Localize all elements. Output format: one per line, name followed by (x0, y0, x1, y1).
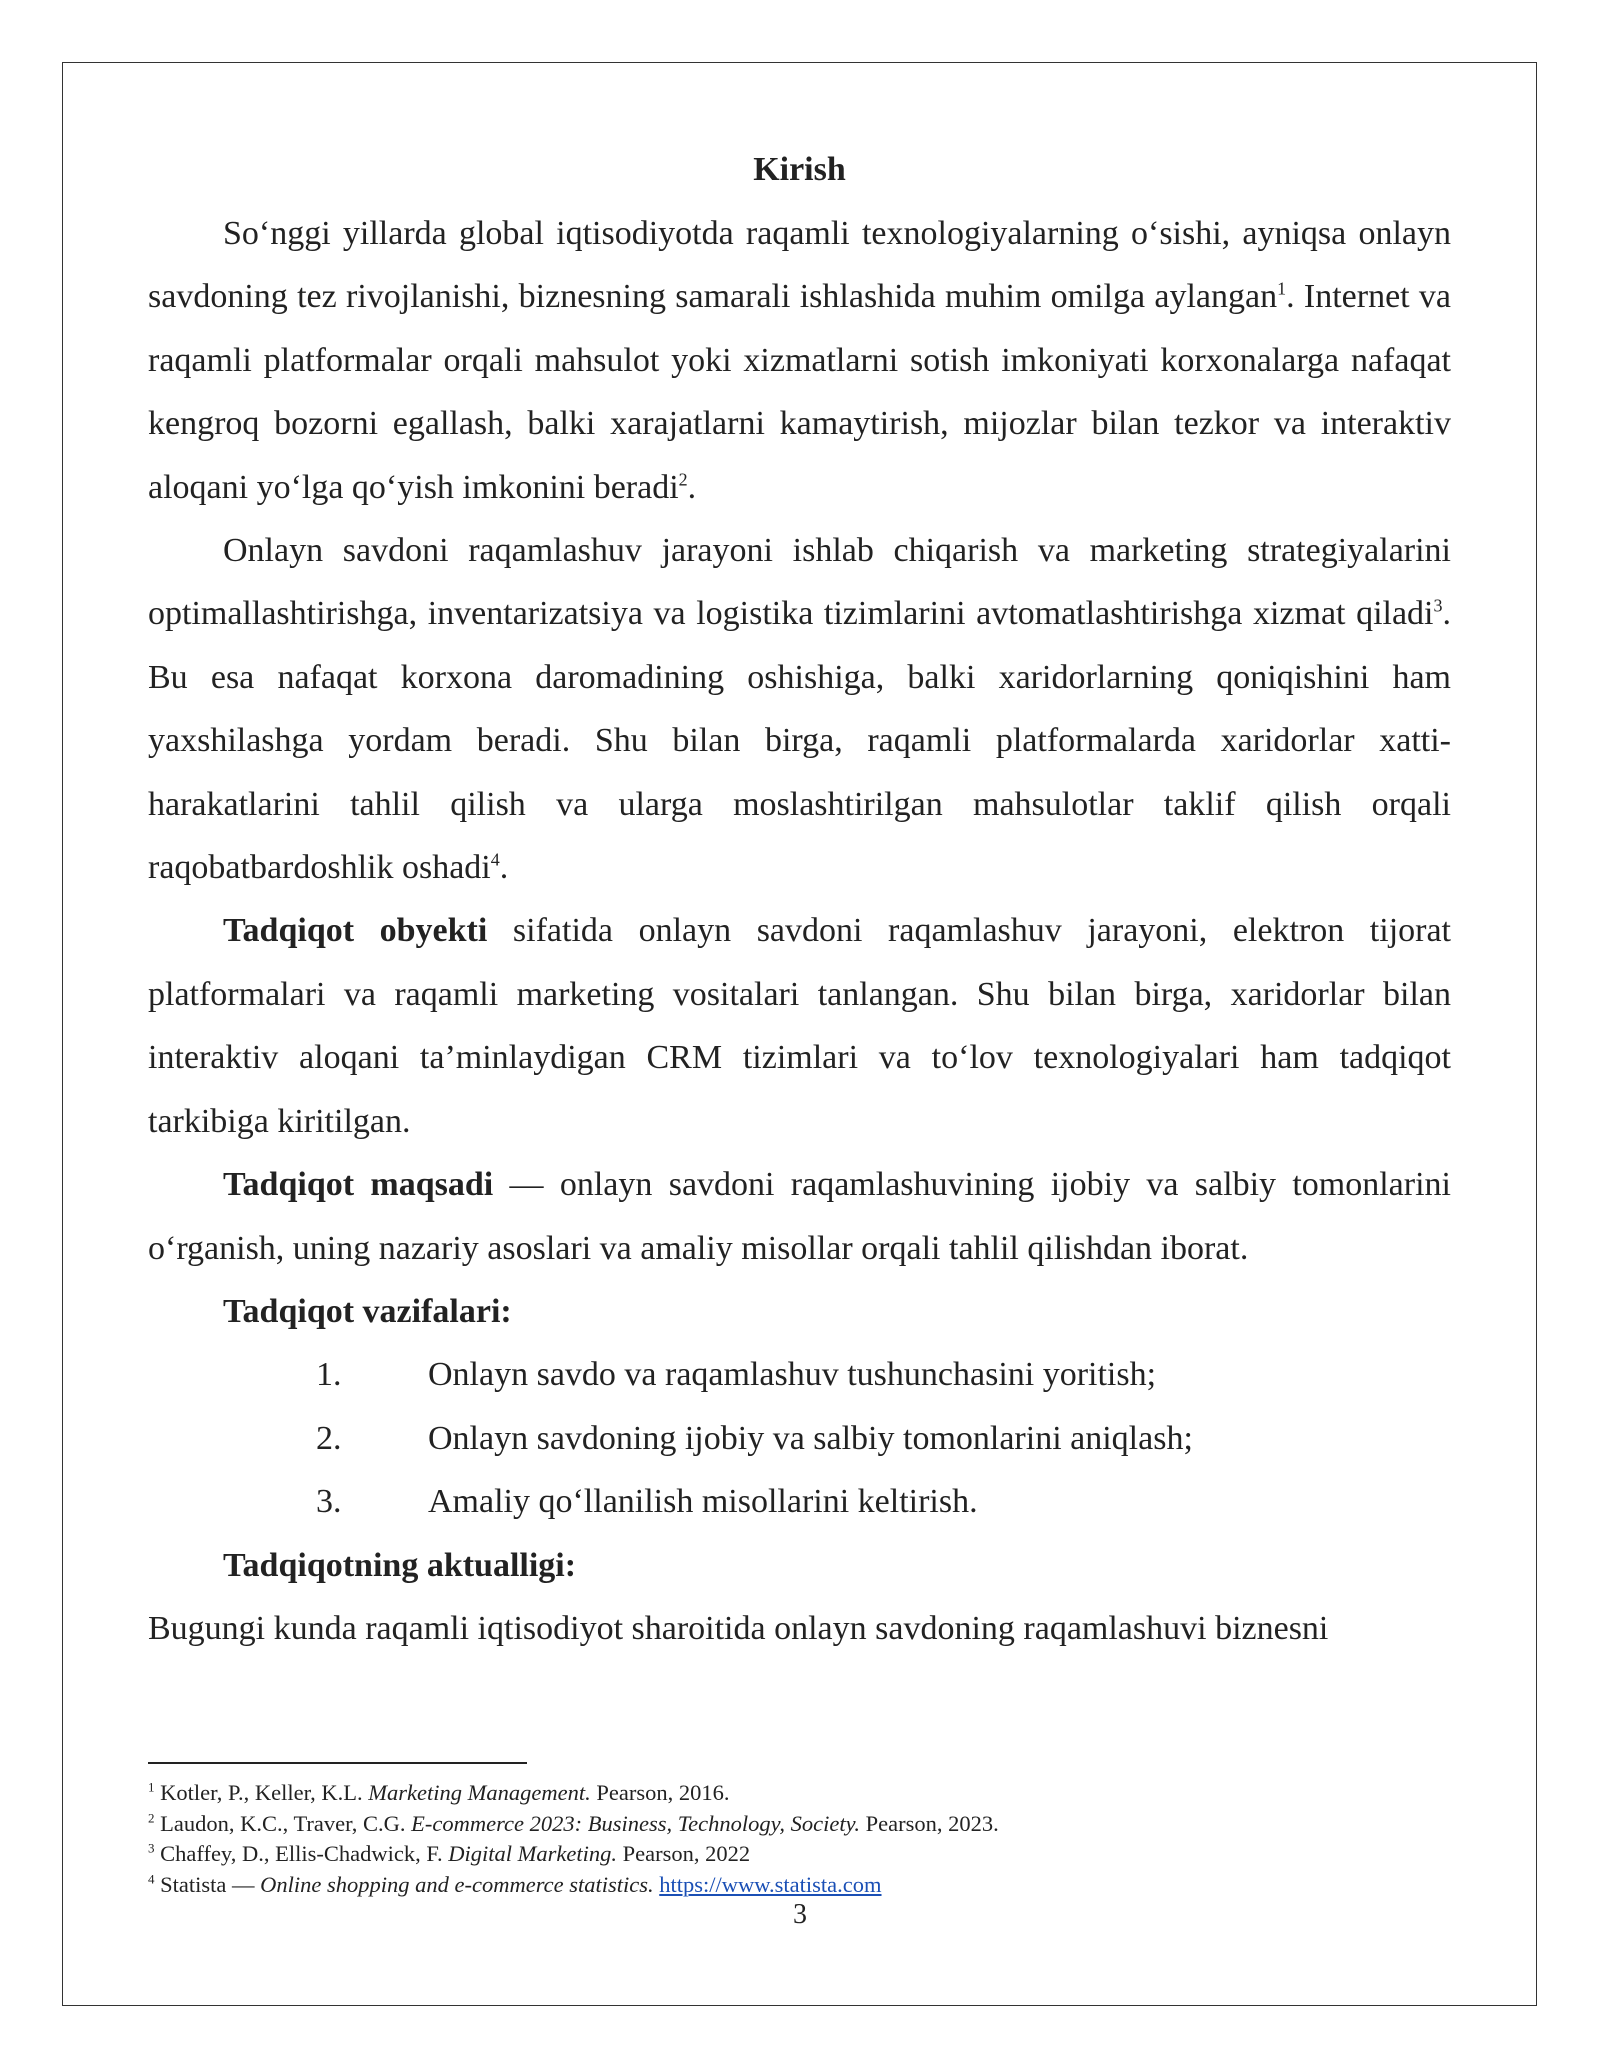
statista-link[interactable]: https://www.statista.com (659, 1871, 882, 1897)
relevance-heading: Tadqiqotning aktualligi: (223, 1546, 577, 1584)
research-goal-label: Tadqiqot maqsadi (223, 1166, 494, 1204)
list-item: 1. Onlayn savdo va raqamlashuv tushunchasini yoritish; (316, 1356, 1157, 1394)
document-body (148, 150, 1451, 1660)
footnote-separator (148, 1762, 527, 1764)
tasks-list (148, 1343, 1451, 1533)
tasks-heading: Tadqiqot vazifalari: (223, 1292, 512, 1330)
intro-paragraph-1: So‘nggi yillarda global iqtisodiyotda raqamli texnologiyalarning o‘sishi, ayniqsa onlayn savdoning tez rivojlanishi, biznesning samarali ishlashida muhim omilga aylangan$^1$. Internet va raqamli platformalar orqali mahsulot yoki xizmatlarni sotish imkoniyati korxonalarga nafaqat kengroq bozorni egallash, balki xarajatlarni kamaytirish, mijozlar bilan tezkor va interaktiv aloqani yo‘lga qo‘yish imkonini beradi$^2$. (148, 215, 1451, 506)
footnote-ref-3[interactable]: 3 (1433, 596, 1443, 617)
footnote-3: $^3$ Chaffey, D., Ellis-Chadwick, F. Digital Marketing. Pearson, 2022 (148, 1840, 751, 1866)
relevance-paragraph: Bugungi kunda raqamli iqtisodiyot sharoitida onlayn savdoning raqamlashuvi biznesni (148, 1609, 1329, 1647)
intro-paragraph-2: Onlayn savdoni raqamlashuv jarayoni ishlab chiqarish va marketing strategiyalarini optimallashtirishga, inventarizatsiya va logistika tizimlarini avtomatlashtirishga xizmat qiladi$^3$. Bu esa nafaqat korxona daromadining oshishiga, balki xaridorlarning qoniqishini ham yaxshilashga yordam beradi. Shu bilan birga, raqamli platformalarda xaridorlar xatti-harakatlarini tahlil qilish va ularga moslashtirilgan mahsulotlar taklif qilish orqali raqobatbardoshlik oshadi$^4$. (148, 532, 1451, 887)
footnotes (148, 1778, 1451, 1900)
list-item: 2. Onlayn savdoning ijobiy va salbiy tomonlarini aniqlash; (316, 1419, 1193, 1457)
footnote-ref-4[interactable]: 4 (490, 849, 500, 870)
research-object-label: Tadqiqot obyekti (223, 912, 488, 950)
page-number: 3 (793, 1899, 807, 1930)
footnote-4: $^4$ Statista — Online shopping and e-commerce statistics. https://www.statista.com (148, 1871, 882, 1897)
footnote-1: $^1$ Kotler, P., Keller, K.L. Marketing Management. Pearson, 2016. (148, 1779, 730, 1805)
page-title: Kirish (753, 151, 846, 188)
research-goal-paragraph: Tadqiqot maqsadi — onlayn savdoni raqamlashuvining ijobiy va salbiy tomonlarini o‘rganish, uning nazariy asoslari va amaliy misollar orqali tahlil qilishdan iborat. (148, 1166, 1451, 1267)
footnote-ref-2[interactable]: 2 (678, 469, 688, 490)
research-object-paragraph: Tadqiqot obyekti sifatida onlayn savdoni raqamlashuv jarayoni, elektron tijorat platformalari va raqamli marketing vositalari tanlangan. Shu bilan birga, xaridorlar bilan interaktiv aloqani ta’minlaydigan CRM tizimlari va to‘lov texnologiyalari ham tadqiqot tarkibiga kiritilgan. (148, 912, 1452, 1140)
footnote-ref-1[interactable]: 1 (1277, 279, 1287, 300)
footnote-2: $^2$ Laudon, K.C., Traver, C.G. E-commerce 2023: Business, Technology, Society. Pearson, 2023. (148, 1810, 999, 1836)
list-item: 3. Amaliy qo‘llanilish misollarini keltirish. (316, 1483, 978, 1521)
